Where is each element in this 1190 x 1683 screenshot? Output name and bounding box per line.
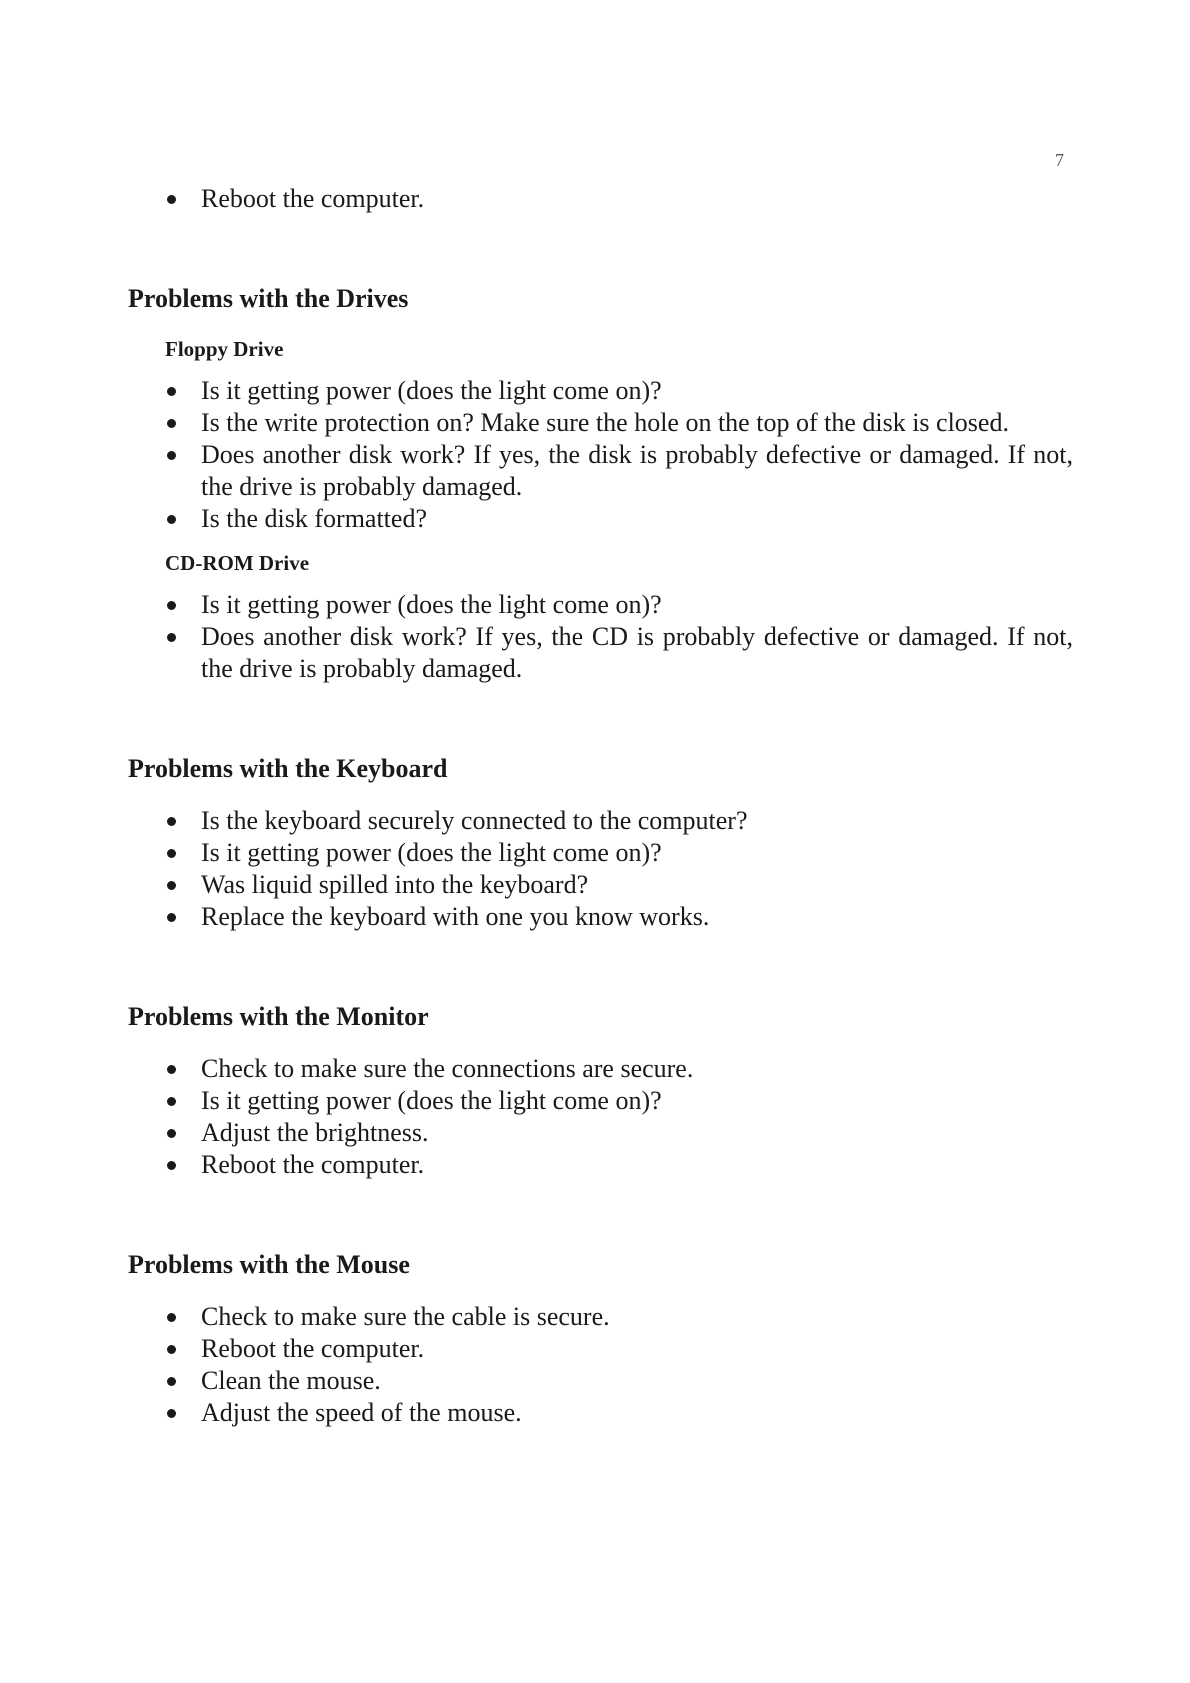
list-item bbox=[128, 375, 1073, 407]
list-item-text: Check to make sure the cable is secure. bbox=[201, 1302, 610, 1331]
bullet-icon bbox=[167, 1129, 176, 1138]
bullet-icon bbox=[167, 1377, 176, 1386]
list-item bbox=[128, 1085, 1073, 1117]
list-item-text: Is it getting power (does the light come on)? bbox=[201, 1086, 662, 1115]
list-item-text: Replace the keyboard with one you know works. bbox=[201, 902, 710, 931]
bullet-icon bbox=[167, 1065, 176, 1074]
section-title-keyboard: Problems with the Keyboard bbox=[128, 754, 448, 783]
floppy-list bbox=[128, 375, 1073, 535]
list-item-text: Adjust the brightness. bbox=[201, 1118, 429, 1147]
section-title-monitor: Problems with the Monitor bbox=[128, 1002, 429, 1031]
bullet-icon bbox=[167, 881, 176, 890]
bullet-icon bbox=[167, 601, 176, 610]
list-item bbox=[128, 503, 1073, 535]
list-item bbox=[128, 1053, 1073, 1085]
list-item-text: Is it getting power (does the light come on)? bbox=[201, 838, 662, 867]
list-item-text: Is the disk formatted? bbox=[201, 504, 427, 533]
subsection-floppy-drive bbox=[128, 335, 1073, 535]
bullet-icon bbox=[167, 451, 176, 460]
section-mouse bbox=[128, 1249, 1073, 1429]
bullet-icon bbox=[167, 1409, 176, 1418]
bullet-icon bbox=[167, 387, 176, 396]
page-number: 7 bbox=[1055, 150, 1064, 170]
list-item bbox=[128, 901, 1073, 933]
cdrom-list bbox=[128, 589, 1073, 685]
list-item bbox=[128, 1333, 1073, 1365]
list-item bbox=[128, 869, 1073, 901]
list-item-text: Is it getting power (does the light come on)? bbox=[201, 376, 662, 405]
bullet-icon bbox=[167, 913, 176, 922]
bullet-icon bbox=[167, 1345, 176, 1354]
list-item-text: Is the keyboard securely connected to the computer? bbox=[201, 806, 748, 835]
keyboard-list bbox=[128, 805, 1073, 933]
list-item bbox=[128, 1365, 1073, 1397]
list-item bbox=[128, 1149, 1073, 1181]
list-item-text: Check to make sure the connections are secure. bbox=[201, 1054, 694, 1083]
subsection-cdrom-drive bbox=[128, 549, 1073, 685]
list-item bbox=[128, 621, 1073, 685]
list-item-text: Was liquid spilled into the keyboard? bbox=[201, 870, 589, 899]
monitor-list bbox=[128, 1053, 1073, 1181]
list-item bbox=[128, 407, 1073, 439]
list-item-text: Is the write protection on? Make sure the hole on the top of the disk is closed. bbox=[201, 408, 1009, 437]
list-item-text: Adjust the speed of the mouse. bbox=[201, 1398, 522, 1427]
list-item-text: Does another disk work? If yes, the CD is probably defective or damaged. If not, the drive is probably damaged. bbox=[201, 622, 1073, 683]
list-item-text: Reboot the computer. bbox=[201, 184, 425, 213]
bullet-icon bbox=[167, 633, 176, 642]
list-item-text: Reboot the computer. bbox=[201, 1150, 425, 1179]
list-item bbox=[128, 837, 1073, 869]
section-monitor bbox=[128, 1001, 1073, 1181]
section-title-drives: Problems with the Drives bbox=[128, 284, 409, 313]
list-item bbox=[128, 1117, 1073, 1149]
bullet-icon bbox=[167, 515, 176, 524]
document-body bbox=[128, 183, 1073, 1497]
list-item bbox=[128, 183, 1073, 215]
mouse-list bbox=[128, 1301, 1073, 1429]
list-item bbox=[128, 439, 1073, 503]
bullet-icon bbox=[167, 1097, 176, 1106]
list-item-text: Reboot the computer. bbox=[201, 1334, 425, 1363]
bullet-icon bbox=[167, 817, 176, 826]
list-item bbox=[128, 1301, 1073, 1333]
intro-list bbox=[128, 183, 1073, 215]
subsection-title-cdrom: CD-ROM Drive bbox=[165, 551, 310, 575]
section-title-mouse: Problems with the Mouse bbox=[128, 1250, 410, 1279]
list-item-text: Does another disk work? If yes, the disk is probably defective or damaged. If not, the drive is probably damaged. bbox=[201, 440, 1073, 501]
section-keyboard bbox=[128, 753, 1073, 933]
bullet-icon bbox=[167, 849, 176, 858]
bullet-icon bbox=[167, 1161, 176, 1170]
section-drives bbox=[128, 283, 1073, 685]
list-item-text: Is it getting power (does the light come on)? bbox=[201, 590, 662, 619]
list-item-text: Clean the mouse. bbox=[201, 1366, 381, 1395]
list-item bbox=[128, 805, 1073, 837]
list-item bbox=[128, 1397, 1073, 1429]
bullet-icon bbox=[167, 419, 176, 428]
list-item bbox=[128, 589, 1073, 621]
bullet-icon bbox=[167, 1313, 176, 1322]
subsection-title-floppy: Floppy Drive bbox=[165, 337, 284, 361]
bullet-icon bbox=[167, 195, 176, 204]
